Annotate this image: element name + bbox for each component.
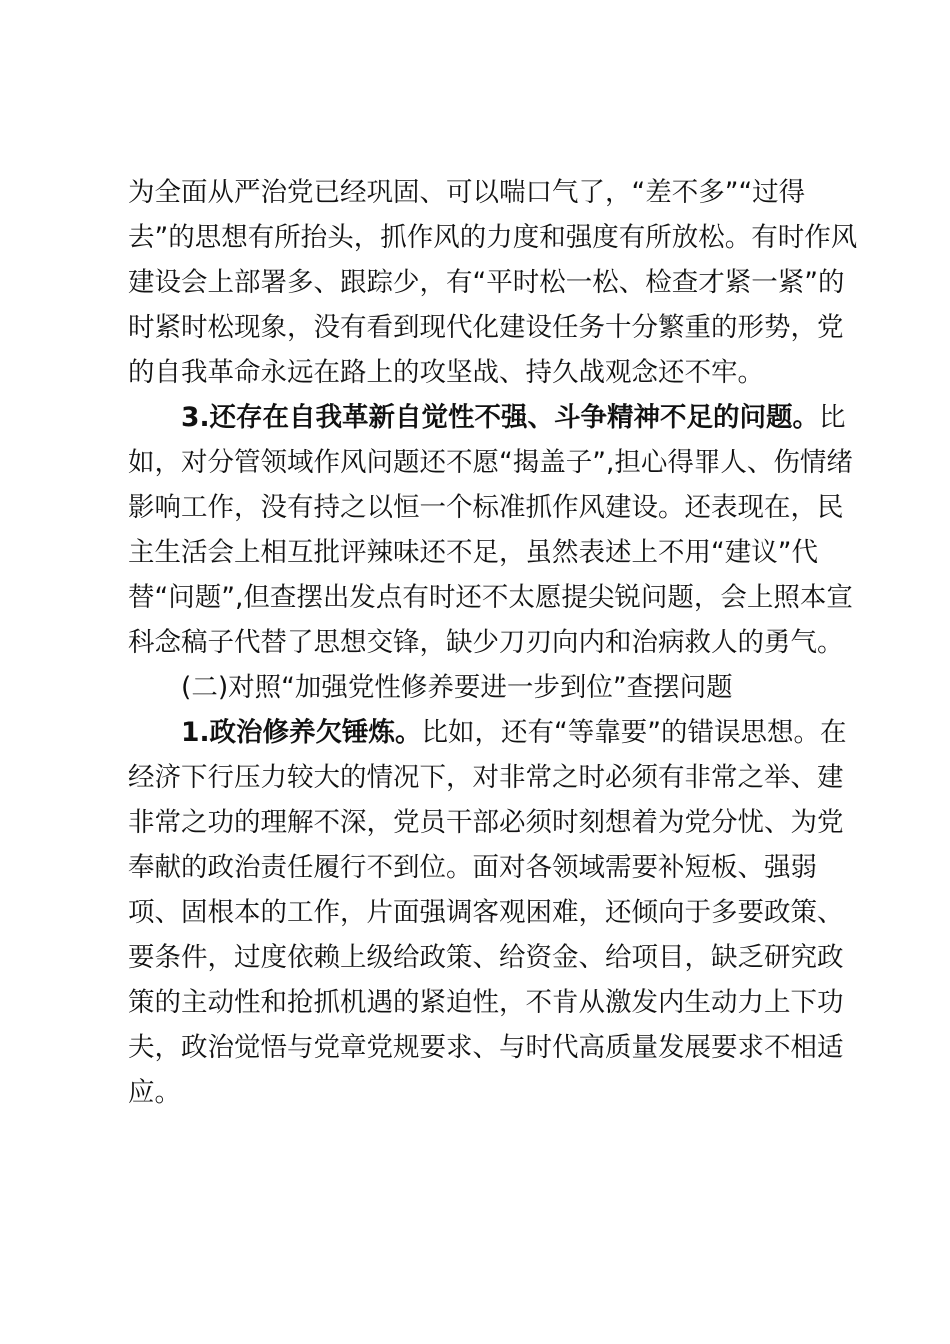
text-line: 替“问题”,但查摆出发点有时还不太愿提尖锐问题，会上照本宣: [128, 582, 853, 613]
section-heading: (二)对照“加强党性修养要进一步到位”查摆问题: [181, 672, 733, 703]
bold-heading: 3.还存在自我革新自觉性不强、斗争精神不足的问题。: [181, 402, 820, 433]
text-line: 建设会上部署多、跟踪少，有“平时松一松、检查才紧一紧”的: [128, 267, 845, 298]
text-line: 夫，政治觉悟与党章党规要求、与时代高质量发展要求不相适: [128, 1032, 844, 1063]
text-line: 如，对分管领域作风问题还不愿“揭盖子”,担心得罪人、伤情绪: [128, 447, 853, 478]
document-body: [128, 170, 858, 1115]
paragraph-heading-line: [128, 710, 847, 755]
text-line: 影响工作，没有持之以恒一个标准抓作风建设。还表现在，民: [128, 492, 844, 523]
text-line: 项、固根本的工作，片面强调客观困难，还倾向于多要政策、: [128, 897, 844, 928]
text-line: 时紧时松现象，没有看到现代化建设任务十分繁重的形势，党: [128, 312, 844, 343]
text-line: 科念稿子代替了思想交锋，缺少刀刃向内和治病救人的勇气。: [128, 627, 844, 658]
bold-heading: 1.政治修养欠锤炼。: [181, 717, 422, 748]
paragraph-heading-line: [128, 395, 846, 440]
text-line: 的自我革命永远在路上的攻坚战、持久战观念还不牢。: [128, 357, 764, 388]
text-line: 主生活会上相互批评辣味还不足，虽然表述上不用“建议”代: [128, 537, 818, 568]
text-line: 非常之功的理解不深，党员干部必须时刻想着为党分忧、为党: [128, 807, 844, 838]
text-line: 奉献的政治责任履行不到位。面对各领域需要补短板、强弱: [128, 852, 817, 883]
text-line: 应。: [128, 1077, 181, 1108]
text-line: 去”的思想有所抬头，抓作风的力度和强度有所放松。有时作风: [128, 222, 858, 253]
heading-trailing-text: 比如，还有“等靠要”的错误思想。在: [421, 717, 847, 748]
text-line: 为全面从严治党已经巩固、可以喘口气了，“差不多”“过得: [128, 177, 806, 208]
heading-trailing-text: 比: [819, 402, 846, 433]
text-line: 经济下行压力较大的情况下，对非常之时必须有非常之举、建: [128, 762, 844, 793]
text-line: 策的主动性和抢抓机遇的紧迫性，不肯从激发内生动力上下功: [128, 987, 844, 1018]
text-line: 要条件，过度依赖上级给政策、给资金、给项目，缺乏研究政: [128, 942, 844, 973]
